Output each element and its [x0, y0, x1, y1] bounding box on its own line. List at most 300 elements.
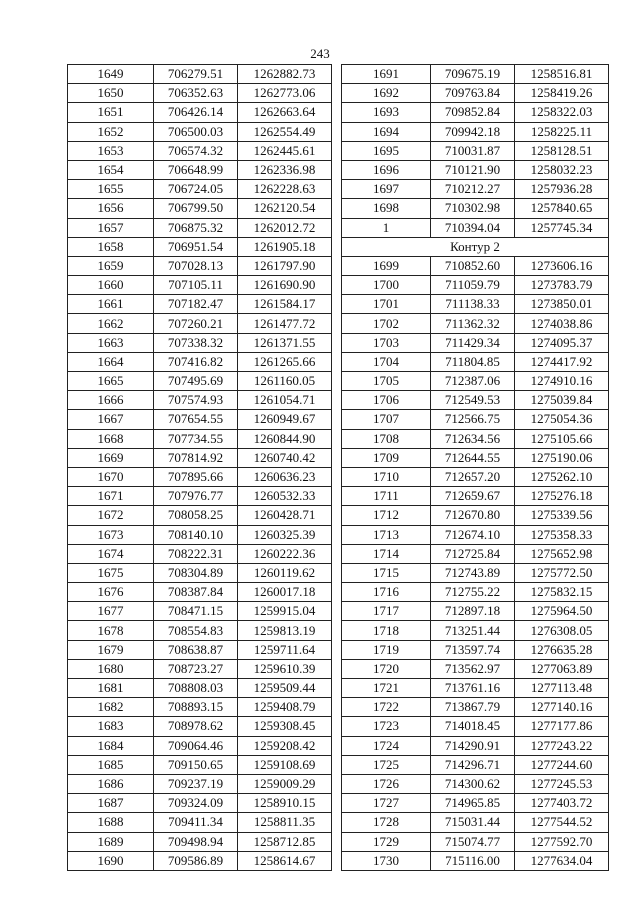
table-row — [68, 410, 332, 429]
y-coordinate-cell: 1277544.52 — [515, 813, 609, 832]
x-coordinate-cell: 714018.45 — [431, 717, 515, 736]
x-coordinate-cell: 706279.51 — [154, 65, 238, 84]
x-coordinate-cell: 709675.19 — [431, 65, 515, 84]
point-number-cell: 1724 — [342, 736, 431, 755]
point-number-cell: 1670 — [68, 467, 154, 486]
point-number-cell: 1712 — [342, 506, 431, 525]
table-row — [68, 65, 332, 84]
table-row — [68, 218, 332, 237]
y-coordinate-cell: 1274095.37 — [515, 333, 609, 352]
x-coordinate-cell: 708554.83 — [154, 621, 238, 640]
y-coordinate-cell: 1277403.72 — [515, 794, 609, 813]
x-coordinate-cell: 709150.65 — [154, 755, 238, 774]
x-coordinate-cell: 709411.34 — [154, 813, 238, 832]
y-coordinate-cell: 1261160.05 — [238, 372, 332, 391]
x-coordinate-cell: 708808.03 — [154, 679, 238, 698]
x-coordinate-cell: 715116.00 — [431, 851, 515, 870]
point-number-cell: 1672 — [68, 506, 154, 525]
x-coordinate-cell: 707182.47 — [154, 295, 238, 314]
y-coordinate-cell: 1262663.64 — [238, 103, 332, 122]
y-coordinate-cell: 1277113.48 — [515, 679, 609, 698]
point-number-cell: 1717 — [342, 602, 431, 621]
y-coordinate-cell: 1275262.10 — [515, 467, 609, 486]
table-row — [68, 717, 332, 736]
point-number-cell: 1679 — [68, 640, 154, 659]
table-row — [342, 717, 609, 736]
y-coordinate-cell: 1258128.51 — [515, 141, 609, 160]
point-number-cell: 1687 — [68, 794, 154, 813]
x-coordinate-cell: 709942.18 — [431, 122, 515, 141]
point-number-cell: 1651 — [68, 103, 154, 122]
y-coordinate-cell: 1274417.92 — [515, 352, 609, 371]
x-coordinate-cell: 708893.15 — [154, 698, 238, 717]
y-coordinate-cell: 1259408.79 — [238, 698, 332, 717]
x-coordinate-cell: 709324.09 — [154, 794, 238, 813]
x-coordinate-cell: 707338.32 — [154, 333, 238, 352]
x-coordinate-cell: 712549.53 — [431, 391, 515, 410]
x-coordinate-cell: 709763.84 — [431, 84, 515, 103]
y-coordinate-cell: 1276308.05 — [515, 621, 609, 640]
y-coordinate-cell: 1275358.33 — [515, 525, 609, 544]
point-number-cell: 1714 — [342, 544, 431, 563]
x-coordinate-cell: 711362.32 — [431, 314, 515, 333]
y-coordinate-cell: 1258225.11 — [515, 122, 609, 141]
x-coordinate-cell: 706648.99 — [154, 160, 238, 179]
x-coordinate-cell: 710302.98 — [431, 199, 515, 218]
y-coordinate-cell: 1261584.17 — [238, 295, 332, 314]
y-coordinate-cell: 1261477.72 — [238, 314, 332, 333]
table-row — [68, 391, 332, 410]
x-coordinate-cell: 707976.77 — [154, 487, 238, 506]
table-row — [342, 429, 609, 448]
point-number-cell: 1652 — [68, 122, 154, 141]
x-coordinate-cell: 709498.94 — [154, 832, 238, 851]
page-number: 243 — [310, 46, 330, 61]
x-coordinate-cell: 709852.84 — [431, 103, 515, 122]
y-coordinate-cell: 1260532.33 — [238, 487, 332, 506]
table-row — [68, 640, 332, 659]
y-coordinate-cell: 1277177.86 — [515, 717, 609, 736]
y-coordinate-cell: 1260119.62 — [238, 563, 332, 582]
table-row — [342, 314, 609, 333]
table-row — [68, 84, 332, 103]
table-row — [342, 774, 609, 793]
point-number-cell: 1698 — [342, 199, 431, 218]
y-coordinate-cell: 1262882.73 — [238, 65, 332, 84]
point-number-cell: 1688 — [68, 813, 154, 832]
coordinates-table-left — [67, 64, 332, 871]
y-coordinate-cell: 1262445.61 — [238, 141, 332, 160]
point-number-cell: 1696 — [342, 160, 431, 179]
y-coordinate-cell: 1258811.35 — [238, 813, 332, 832]
y-coordinate-cell: 1259915.04 — [238, 602, 332, 621]
x-coordinate-cell: 711429.34 — [431, 333, 515, 352]
table-row — [342, 640, 609, 659]
x-coordinate-cell: 708222.31 — [154, 544, 238, 563]
point-number-cell: 1669 — [68, 448, 154, 467]
y-coordinate-cell: 1262773.06 — [238, 84, 332, 103]
point-number-cell: 1713 — [342, 525, 431, 544]
x-coordinate-cell: 713761.16 — [431, 679, 515, 698]
table-row — [342, 679, 609, 698]
point-number-cell: 1675 — [68, 563, 154, 582]
y-coordinate-cell: 1262012.72 — [238, 218, 332, 237]
table-row — [342, 103, 609, 122]
point-number-cell: 1719 — [342, 640, 431, 659]
point-number-cell: 1665 — [68, 372, 154, 391]
x-coordinate-cell: 708471.15 — [154, 602, 238, 621]
table-row — [68, 525, 332, 544]
table-row — [68, 698, 332, 717]
y-coordinate-cell: 1258516.81 — [515, 65, 609, 84]
point-number-cell: 1697 — [342, 180, 431, 199]
point-number-cell: 1689 — [68, 832, 154, 851]
point-number-cell: 1711 — [342, 487, 431, 506]
y-coordinate-cell: 1275652.98 — [515, 544, 609, 563]
coordinates-table-left-body — [68, 65, 332, 871]
x-coordinate-cell: 712743.89 — [431, 563, 515, 582]
point-number-cell: 1728 — [342, 813, 431, 832]
x-coordinate-cell: 707105.11 — [154, 276, 238, 295]
y-coordinate-cell: 1257936.28 — [515, 180, 609, 199]
point-number-cell: 1683 — [68, 717, 154, 736]
x-coordinate-cell: 708978.62 — [154, 717, 238, 736]
point-number-cell: 1656 — [68, 199, 154, 218]
point-number-cell: 1668 — [68, 429, 154, 448]
y-coordinate-cell: 1262336.98 — [238, 160, 332, 179]
table-row — [342, 256, 609, 275]
x-coordinate-cell: 712566.75 — [431, 410, 515, 429]
table-row — [68, 794, 332, 813]
y-coordinate-cell: 1259610.39 — [238, 659, 332, 678]
y-coordinate-cell: 1275772.50 — [515, 563, 609, 582]
x-coordinate-cell: 714965.85 — [431, 794, 515, 813]
point-number-cell: 1660 — [68, 276, 154, 295]
y-coordinate-cell: 1275832.15 — [515, 583, 609, 602]
y-coordinate-cell: 1259208.42 — [238, 736, 332, 755]
y-coordinate-cell: 1260222.36 — [238, 544, 332, 563]
x-coordinate-cell: 710394.04 — [431, 218, 515, 237]
table-row — [342, 563, 609, 582]
point-number-cell: 1701 — [342, 295, 431, 314]
table-row — [68, 429, 332, 448]
point-number-cell: 1671 — [68, 487, 154, 506]
point-number-cell: 1700 — [342, 276, 431, 295]
table-row — [342, 391, 609, 410]
y-coordinate-cell: 1260844.90 — [238, 429, 332, 448]
point-number-cell: 1684 — [68, 736, 154, 755]
point-number-cell: 1655 — [68, 180, 154, 199]
table-row — [342, 621, 609, 640]
y-coordinate-cell: 1261690.90 — [238, 276, 332, 295]
x-coordinate-cell: 707416.82 — [154, 352, 238, 371]
table-row — [342, 141, 609, 160]
point-number-cell: 1706 — [342, 391, 431, 410]
y-coordinate-cell: 1260740.42 — [238, 448, 332, 467]
y-coordinate-cell: 1259711.64 — [238, 640, 332, 659]
x-coordinate-cell: 709586.89 — [154, 851, 238, 870]
table-row — [342, 851, 609, 870]
x-coordinate-cell: 709237.19 — [154, 774, 238, 793]
point-number-cell: 1661 — [68, 295, 154, 314]
table-row — [342, 544, 609, 563]
point-number-cell: 1680 — [68, 659, 154, 678]
point-number-cell: 1692 — [342, 84, 431, 103]
table-row — [342, 410, 609, 429]
point-number-cell: 1678 — [68, 621, 154, 640]
x-coordinate-cell: 710212.27 — [431, 180, 515, 199]
y-coordinate-cell: 1257840.65 — [515, 199, 609, 218]
table-row — [342, 525, 609, 544]
table-row — [68, 122, 332, 141]
table-row — [68, 333, 332, 352]
point-number-cell: 1664 — [68, 352, 154, 371]
point-number-cell: 1677 — [68, 602, 154, 621]
table-row — [68, 621, 332, 640]
x-coordinate-cell: 711138.33 — [431, 295, 515, 314]
table-row — [68, 160, 332, 179]
point-number-cell: 1666 — [68, 391, 154, 410]
x-coordinate-cell: 714290.91 — [431, 736, 515, 755]
point-number-cell: 1722 — [342, 698, 431, 717]
x-coordinate-cell: 710852.60 — [431, 256, 515, 275]
x-coordinate-cell: 712725.84 — [431, 544, 515, 563]
y-coordinate-cell: 1277140.16 — [515, 698, 609, 717]
table-row — [68, 832, 332, 851]
point-number-cell: 1707 — [342, 410, 431, 429]
y-coordinate-cell: 1275964.50 — [515, 602, 609, 621]
x-coordinate-cell: 706352.63 — [154, 84, 238, 103]
x-coordinate-cell: 710121.90 — [431, 160, 515, 179]
y-coordinate-cell: 1262554.49 — [238, 122, 332, 141]
point-number-cell: 1715 — [342, 563, 431, 582]
point-number-cell: 1703 — [342, 333, 431, 352]
x-coordinate-cell: 707574.93 — [154, 391, 238, 410]
table-row — [342, 467, 609, 486]
table-row — [68, 563, 332, 582]
y-coordinate-cell: 1273783.79 — [515, 276, 609, 295]
table-row — [68, 141, 332, 160]
point-number-cell: 1708 — [342, 429, 431, 448]
point-number-cell: 1681 — [68, 679, 154, 698]
y-coordinate-cell: 1259108.69 — [238, 755, 332, 774]
y-coordinate-cell: 1260636.23 — [238, 467, 332, 486]
table-row — [342, 659, 609, 678]
point-number-cell: 1673 — [68, 525, 154, 544]
table-row — [68, 180, 332, 199]
x-coordinate-cell: 706500.03 — [154, 122, 238, 141]
table-row — [68, 199, 332, 218]
x-coordinate-cell: 708304.89 — [154, 563, 238, 582]
x-coordinate-cell: 712657.20 — [431, 467, 515, 486]
x-coordinate-cell: 707495.69 — [154, 372, 238, 391]
y-coordinate-cell: 1262228.63 — [238, 180, 332, 199]
y-coordinate-cell: 1277634.04 — [515, 851, 609, 870]
point-number-cell: 1649 — [68, 65, 154, 84]
table-row — [68, 237, 332, 256]
point-number-cell: 1686 — [68, 774, 154, 793]
y-coordinate-cell: 1277063.89 — [515, 659, 609, 678]
table-row — [342, 352, 609, 371]
y-coordinate-cell: 1273606.16 — [515, 256, 609, 275]
table-row — [342, 218, 609, 237]
y-coordinate-cell: 1261265.66 — [238, 352, 332, 371]
x-coordinate-cell: 714296.71 — [431, 755, 515, 774]
y-coordinate-cell: 1259813.19 — [238, 621, 332, 640]
table-row — [342, 583, 609, 602]
y-coordinate-cell: 1257745.34 — [515, 218, 609, 237]
y-coordinate-cell: 1277592.70 — [515, 832, 609, 851]
point-number-cell: 1730 — [342, 851, 431, 870]
x-coordinate-cell: 713867.79 — [431, 698, 515, 717]
point-number-cell: 1725 — [342, 755, 431, 774]
table-row — [342, 372, 609, 391]
x-coordinate-cell: 713562.97 — [431, 659, 515, 678]
table-row — [342, 199, 609, 218]
y-coordinate-cell: 1261371.55 — [238, 333, 332, 352]
x-coordinate-cell: 708387.84 — [154, 583, 238, 602]
point-number-cell: 1723 — [342, 717, 431, 736]
x-coordinate-cell: 707028.13 — [154, 256, 238, 275]
x-coordinate-cell: 713597.74 — [431, 640, 515, 659]
x-coordinate-cell: 712897.18 — [431, 602, 515, 621]
point-number-cell: 1659 — [68, 256, 154, 275]
table-row — [68, 314, 332, 333]
table-row — [342, 333, 609, 352]
point-number-cell: 1726 — [342, 774, 431, 793]
x-coordinate-cell: 714300.62 — [431, 774, 515, 793]
table-row — [68, 544, 332, 563]
section-label: Контур 2 — [342, 237, 609, 256]
y-coordinate-cell: 1259009.29 — [238, 774, 332, 793]
coordinates-table-right — [341, 64, 609, 871]
x-coordinate-cell: 715074.77 — [431, 832, 515, 851]
point-number-cell: 1699 — [342, 256, 431, 275]
point-number-cell: 1695 — [342, 141, 431, 160]
x-coordinate-cell: 712387.06 — [431, 372, 515, 391]
point-number-cell: 1716 — [342, 583, 431, 602]
y-coordinate-cell: 1258419.26 — [515, 84, 609, 103]
table-row — [68, 506, 332, 525]
table-row — [342, 276, 609, 295]
table-row — [68, 813, 332, 832]
table-row — [342, 122, 609, 141]
table-row — [342, 84, 609, 103]
table-row — [342, 813, 609, 832]
point-number-cell: 1709 — [342, 448, 431, 467]
point-number-cell: 1710 — [342, 467, 431, 486]
table-row — [342, 698, 609, 717]
x-coordinate-cell: 715031.44 — [431, 813, 515, 832]
x-coordinate-cell: 707814.92 — [154, 448, 238, 467]
y-coordinate-cell: 1259509.44 — [238, 679, 332, 698]
y-coordinate-cell: 1262120.54 — [238, 199, 332, 218]
table-row — [342, 506, 609, 525]
y-coordinate-cell: 1275105.66 — [515, 429, 609, 448]
point-number-cell: 1667 — [68, 410, 154, 429]
y-coordinate-cell: 1258910.15 — [238, 794, 332, 813]
x-coordinate-cell: 708140.10 — [154, 525, 238, 544]
point-number-cell: 1658 — [68, 237, 154, 256]
y-coordinate-cell: 1274038.86 — [515, 314, 609, 333]
y-coordinate-cell: 1275339.56 — [515, 506, 609, 525]
x-coordinate-cell: 707734.55 — [154, 429, 238, 448]
x-coordinate-cell: 706799.50 — [154, 199, 238, 218]
point-number-cell: 1663 — [68, 333, 154, 352]
point-number-cell: 1718 — [342, 621, 431, 640]
point-number-cell: 1693 — [342, 103, 431, 122]
y-coordinate-cell: 1258032.23 — [515, 160, 609, 179]
y-coordinate-cell: 1273850.01 — [515, 295, 609, 314]
table-row — [68, 774, 332, 793]
y-coordinate-cell: 1277244.60 — [515, 755, 609, 774]
point-number-cell: 1650 — [68, 84, 154, 103]
x-coordinate-cell: 712644.55 — [431, 448, 515, 467]
point-number-cell: 1685 — [68, 755, 154, 774]
y-coordinate-cell: 1261905.18 — [238, 237, 332, 256]
x-coordinate-cell: 712670.80 — [431, 506, 515, 525]
x-coordinate-cell: 708723.27 — [154, 659, 238, 678]
table-row — [68, 659, 332, 678]
x-coordinate-cell: 707260.21 — [154, 314, 238, 333]
table-row — [342, 736, 609, 755]
point-number-cell: 1662 — [68, 314, 154, 333]
table-row — [68, 487, 332, 506]
table-row — [68, 679, 332, 698]
y-coordinate-cell: 1277245.53 — [515, 774, 609, 793]
x-coordinate-cell: 709064.46 — [154, 736, 238, 755]
x-coordinate-cell: 707654.55 — [154, 410, 238, 429]
x-coordinate-cell: 706875.32 — [154, 218, 238, 237]
table-row — [68, 295, 332, 314]
table-row — [68, 103, 332, 122]
x-coordinate-cell: 708058.25 — [154, 506, 238, 525]
x-coordinate-cell: 712659.67 — [431, 487, 515, 506]
point-number-cell: 1702 — [342, 314, 431, 333]
table-row — [342, 794, 609, 813]
table-row — [68, 372, 332, 391]
y-coordinate-cell: 1258322.03 — [515, 103, 609, 122]
y-coordinate-cell: 1258712.85 — [238, 832, 332, 851]
table-row — [68, 851, 332, 870]
x-coordinate-cell: 706724.05 — [154, 180, 238, 199]
point-number-cell: 1653 — [68, 141, 154, 160]
point-number-cell: 1690 — [68, 851, 154, 870]
table-row — [342, 755, 609, 774]
point-number-cell: 1691 — [342, 65, 431, 84]
table-row — [68, 736, 332, 755]
y-coordinate-cell: 1277243.22 — [515, 736, 609, 755]
y-coordinate-cell: 1258614.67 — [238, 851, 332, 870]
table-row — [68, 467, 332, 486]
x-coordinate-cell: 708638.87 — [154, 640, 238, 659]
table-row — [68, 352, 332, 371]
table-row — [68, 276, 332, 295]
table-row — [68, 256, 332, 275]
table-row — [342, 602, 609, 621]
x-coordinate-cell: 711804.85 — [431, 352, 515, 371]
table-row — [342, 65, 609, 84]
point-number-cell: 1727 — [342, 794, 431, 813]
point-number-cell: 1694 — [342, 122, 431, 141]
section-header-row — [342, 237, 609, 256]
point-number-cell: 1657 — [68, 218, 154, 237]
x-coordinate-cell: 713251.44 — [431, 621, 515, 640]
x-coordinate-cell: 712634.56 — [431, 429, 515, 448]
y-coordinate-cell: 1275054.36 — [515, 410, 609, 429]
table-row — [342, 180, 609, 199]
point-number-cell: 1705 — [342, 372, 431, 391]
